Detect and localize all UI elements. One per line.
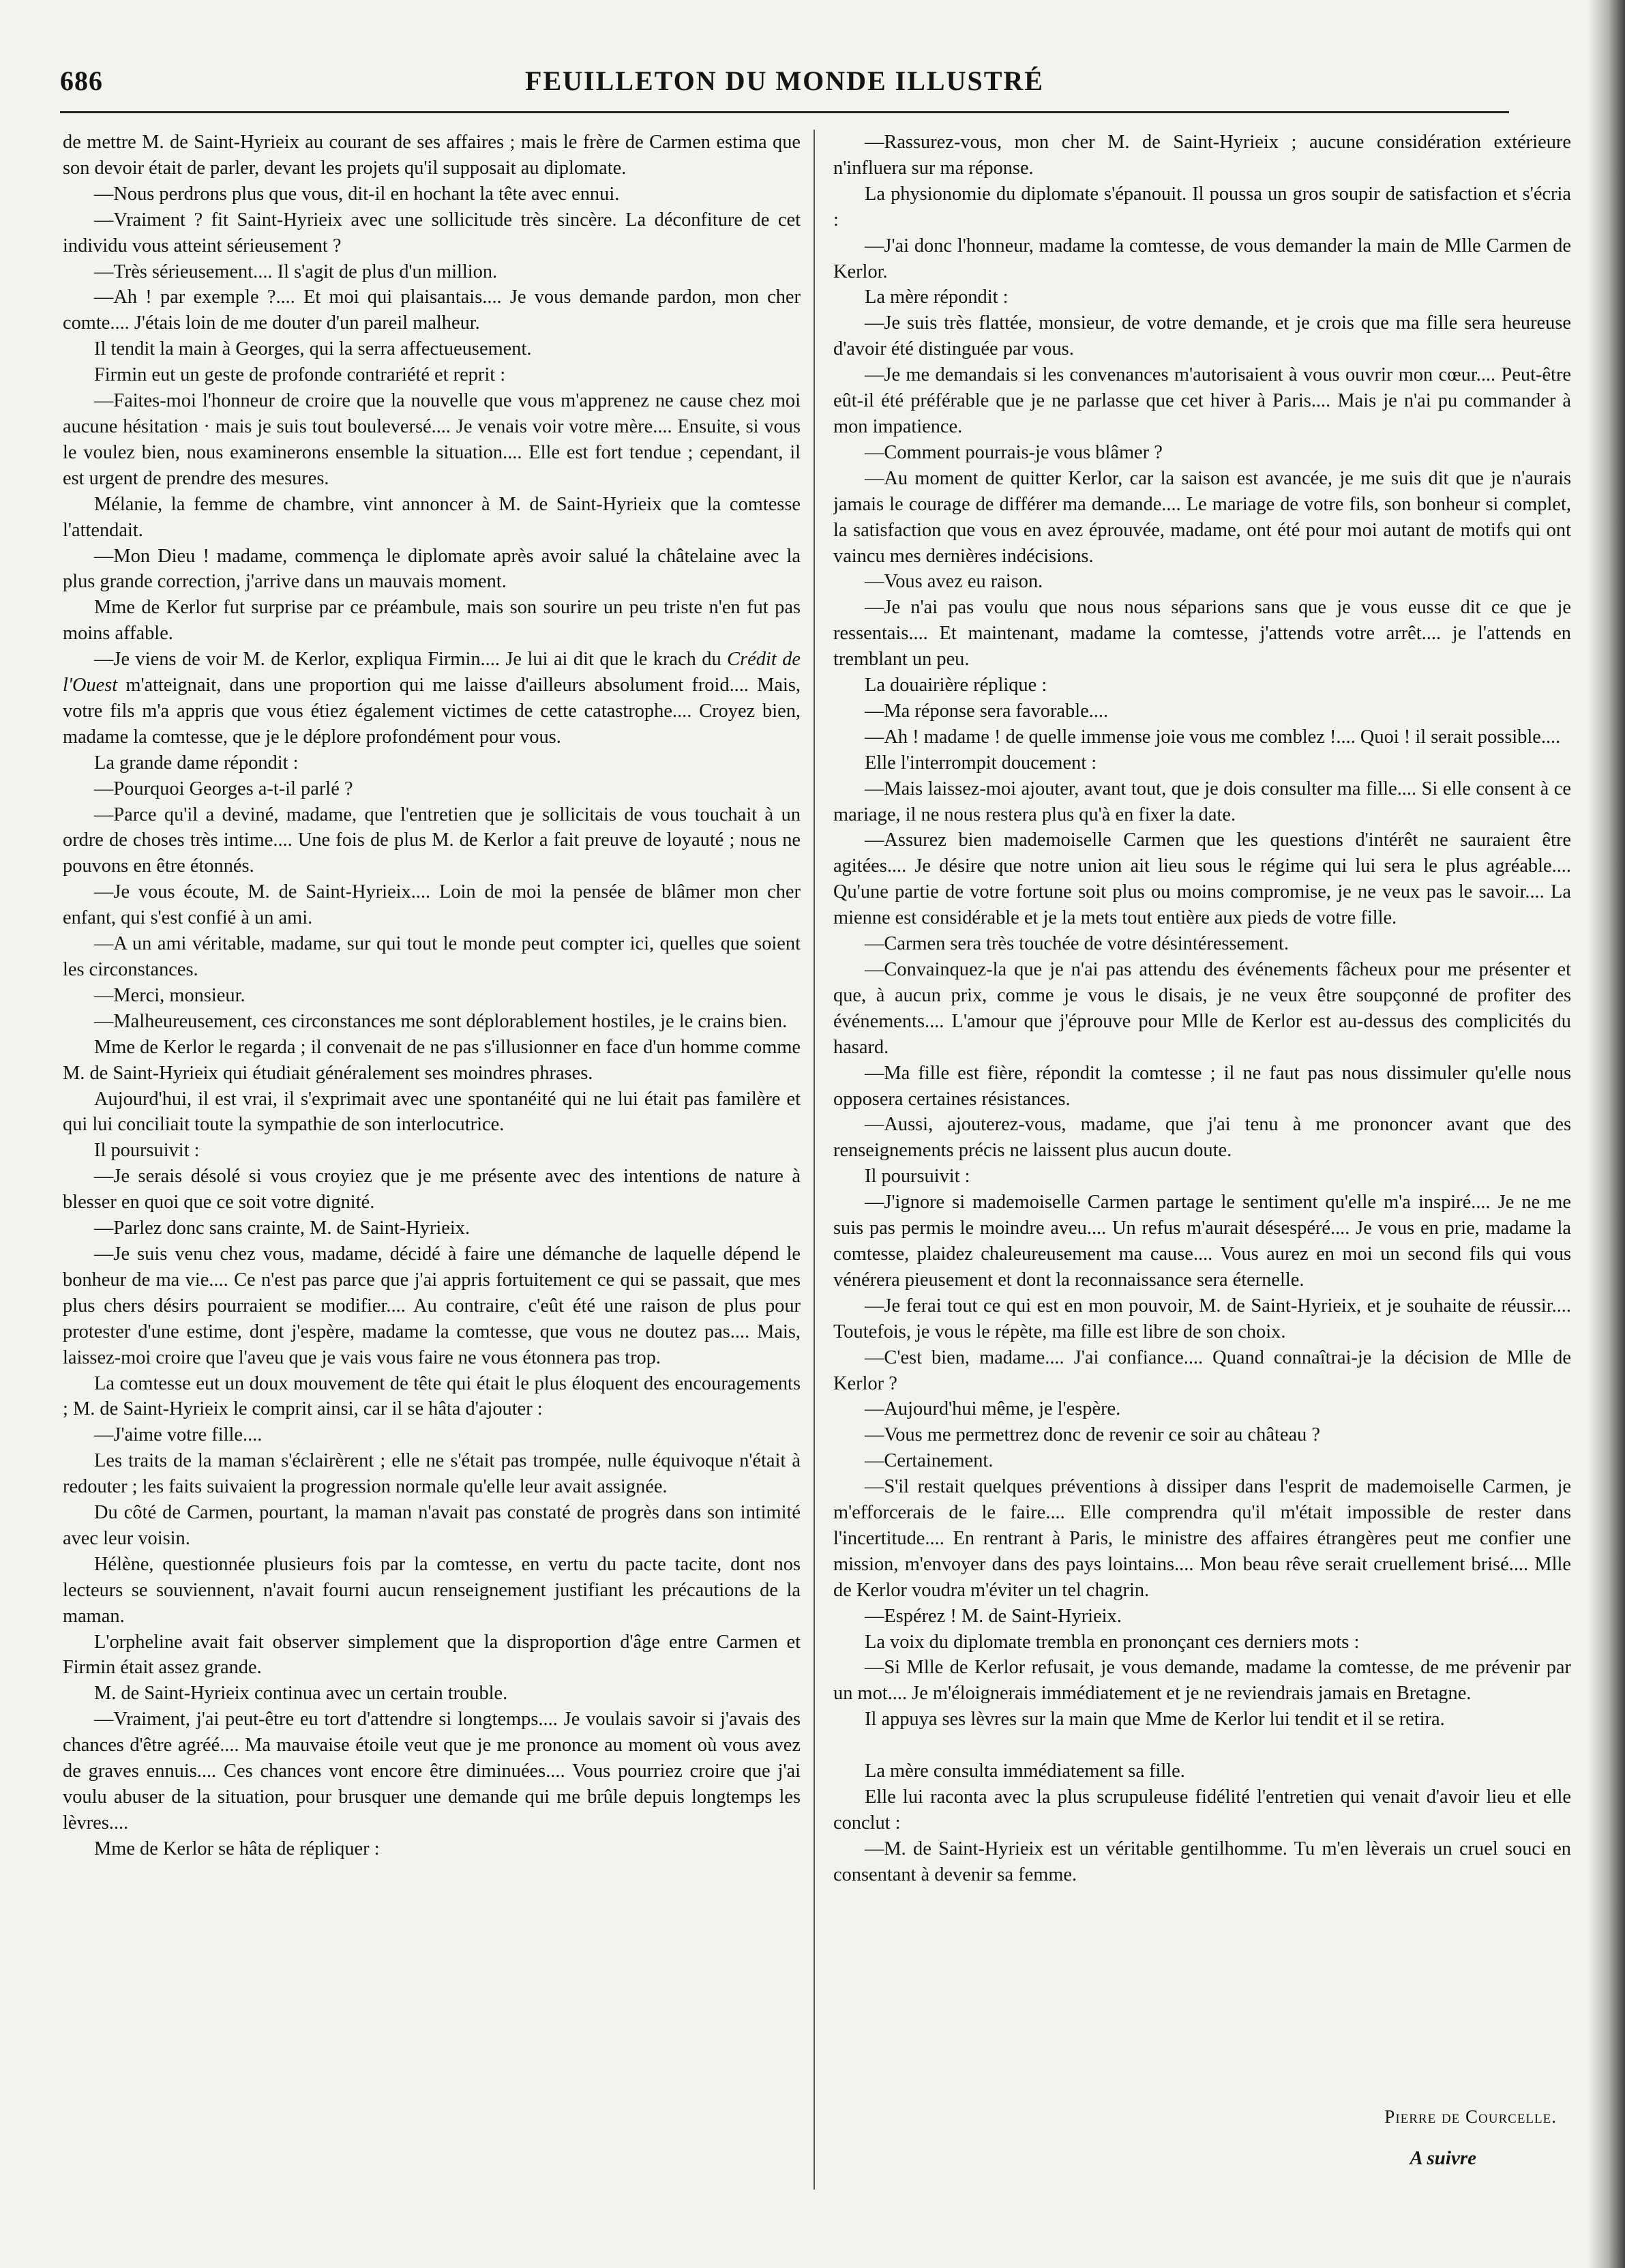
paragraph: —Espérez ! M. de Saint-Hyrieix. xyxy=(865,1605,1122,1627)
paragraph: —Ah ! par exemple ?.... Et moi qui plaisantais.... Je vous demande pardon, mon cher comte.... J'étais loin de me douter d'un pareil malheur. xyxy=(63,286,801,334)
paragraph: de mettre M. de Saint-Hyrieix au courant de ses affaires ; mais le frère de Carmen estima que son devoir était de parler, devant les projets qu'il supposait au diplomate. xyxy=(63,132,801,179)
left-column xyxy=(63,130,801,2210)
paragraph: —Parce qu'il a deviné, madame, que l'entretien que je sollicitais de vous touchait à un ordre de choses très intime.... Une fois de plus M. de Kerlor a fait preuve de loyauté ; nous ne pouvons en être étonnés. xyxy=(63,804,801,877)
paragraph: —Mon Dieu ! madame, commença le diplomate après avoir salué la châtelaine avec la plus grande correction, j'arrive dans un mauvais moment. xyxy=(63,545,801,593)
paragraph: —Ah ! madame ! de quelle immense joie vous me comblez !.... Quoi ! il serait possible.... xyxy=(865,726,1561,748)
paragraph: Elle l'interrompit doucement : xyxy=(865,752,1097,774)
paragraph: L'orpheline avait fait observer simplement que la disproportion d'âge entre Carmen et Firmin était assez grande. xyxy=(63,1631,801,1679)
paragraph: —C'est bien, madame.... J'ai confiance.... Quand connaîtrai-je la décision de Mlle de Kerlor ? xyxy=(833,1346,1571,1394)
paragraph: Il poursuivit : xyxy=(94,1140,200,1162)
running-title: FEUILLETON DU MONDE ILLUSTRÉ xyxy=(525,65,1044,96)
page-number: 686 xyxy=(60,65,103,96)
paragraph: —M. de Saint-Hyrieix est un véritable gentilhomme. Tu m'en lèverais un cruel souci en consentant à devenir sa femme. xyxy=(833,1838,1571,1885)
paragraph: —Vous avez eu raison. xyxy=(865,571,1043,593)
paragraph: Aujourd'hui, il est vrai, il s'exprimait avec une spontanéité qui ne lui était pas familère et qui lui conciliait toute la sympathie de son interlocutrice. xyxy=(63,1088,801,1136)
continuation-note: A suivre xyxy=(1410,2147,1476,2169)
paragraph: —Je suis venu chez vous, madame, décidé à faire une démanche de laquelle dépend le bonheur de ma vie.... Ce n'est pas parce que j'ai appris fortuitement ce qui se passait, que mes plus chers désirs pourraient se modifier.... Au contraire, c'eût été une raison de plus pour protester d'une estime, dont j'espère, madame la comtesse, que vous ne doutez pas.... Mais, laissez-moi croire que l'aveu que je vais vous faire ne vous étonnera pas trop. xyxy=(63,1243,801,1368)
paragraph: Mélanie, la femme de chambre, vint annoncer à M. de Saint-Hyrieix que la comtesse l'attendait. xyxy=(63,493,801,541)
paragraph: La voix du diplomate trembla en prononçant ces derniers mots : xyxy=(865,1631,1360,1653)
paragraph: —Parlez donc sans crainte, M. de Saint-Hyrieix. xyxy=(94,1218,471,1239)
running-header xyxy=(60,65,1509,106)
paragraph: —Au moment de quitter Kerlor, car la saison est avancée, je me suis dit que je n'aurais jamais le courage de différer ma demande.... Le mariage de votre fils, son bonheur si complet, la satisfaction que vous en avez éprouvée, madame, ont été pour moi autant de motifs qui ont vaincu mes dernières indécisions. xyxy=(833,467,1571,567)
paragraph: —Comment pourrais-je vous blâmer ? xyxy=(865,441,1163,463)
paragraph: Il tendit la main à Georges, qui la serra affectueusement. xyxy=(94,338,532,360)
paragraph: —Vous me permettrez donc de revenir ce soir au château ? xyxy=(865,1424,1320,1446)
paragraph: —Je serais désolé si vous croyiez que je me présente avec des intentions de nature à blesser en quoi que ce soit votre dignité. xyxy=(63,1166,801,1213)
paragraph: —Ma réponse sera favorable.... xyxy=(865,700,1109,722)
paragraph: Les traits de la maman s'éclairèrent ; elle ne s'était pas trompée, nulle équivoque n'était à redouter ; les faits suivaient la progression normale qu'elle leur avait assignée. xyxy=(63,1450,801,1498)
paragraph: —Je vous écoute, M. de Saint-Hyrieix.... Loin de moi la pensée de blâmer mon cher enfant, qui s'est confié à un ami. xyxy=(63,881,801,929)
paragraph: La mère répondit : xyxy=(865,286,1009,308)
paragraph: —Pourquoi Georges a-t-il parlé ? xyxy=(94,778,353,799)
paragraph: Elle lui raconta avec la plus scrupuleuse fidélité l'entretien qui venait d'avoir lieu et elle conclut : xyxy=(833,1786,1571,1833)
paragraph: La grande dame répondit : xyxy=(94,752,299,774)
paragraph: —S'il restait quelques préventions à dissiper dans l'esprit de mademoiselle Carmen, je m'efforcerais de le faire.... Elle comprendra qu'il m'était impossible de rester dans l'incertitude.... En rentrant à Paris, le ministre des affaires étrangères peut me confier une mission, m'envoyer dans des pays lointains.... Mon beau rêve serait cruellement brisé.... Mlle de Kerlor voudra m'éviter un tel chagrin. xyxy=(833,1476,1571,1601)
paragraph: —Vraiment, j'ai peut-être eu tort d'attendre si longtemps.... Je voulais savoir si j'avais des chances d'être agréé.... Ma mauvaise étoile veut que je me prononce au moment où vous avez de graves ennuis.... Ces chances vont encore être diminuées.... Vous pourriez croire que j'ai voulu abuser de la situation, pour brusquer une demande qui me brûle depuis longtemps les lèvres.... xyxy=(63,1709,801,1833)
right-column xyxy=(833,130,1571,2210)
paragraph: —Merci, monsieur. xyxy=(94,984,245,1006)
paragraph: La douairière réplique : xyxy=(865,675,1047,696)
paragraph: —Certainement. xyxy=(865,1450,994,1472)
paragraph: —Vraiment ? fit Saint-Hyrieix avec une sollicitude très sincère. La déconfiture de cet individu vous atteint sérieusement ? xyxy=(63,209,801,256)
paragraph: —Mais laissez-moi ajouter, avant tout, que je dois consulter ma fille.... Si elle consent à ce mariage, il ne nous restera plus qu'à en fixer la date. xyxy=(833,778,1571,825)
paragraph: —Rassurez-vous, mon cher M. de Saint-Hyrieix ; aucune considération extérieure n'influera sur ma réponse. xyxy=(833,132,1571,179)
paragraph: —Aujourd'hui même, je l'espère. xyxy=(865,1398,1121,1420)
paragraph: Du côté de Carmen, pourtant, la maman n'avait pas constaté de progrès dans son intimité avec leur voisin. xyxy=(63,1502,801,1549)
paragraph: La comtesse eut un doux mouvement de tête qui était le plus éloquent des encouragements ; M. de Saint-Hyrieix le comprit ainsi, car il se hâta d'ajouter : xyxy=(63,1372,801,1420)
paragraph: La mère consulta immédiatement sa fille. xyxy=(865,1761,1185,1782)
paragraph: —Carmen sera très touchée de votre désintéressement. xyxy=(865,933,1289,955)
paragraph: —Assurez bien mademoiselle Carmen que les questions d'intérêt ne sauraient être agitées.... Je désire que notre union ait lieu sous le régime qui lui sera le plus agréable.... Qu'une partie de votre fortune soit plus ou moins compromise, je ne veux pas le savoir.... La mienne est considérable et je la mets tout entière aux pieds de votre fille. xyxy=(833,829,1571,929)
paragraph: —J'aime votre fille.... xyxy=(94,1424,263,1446)
paragraph: Mme de Kerlor fut surprise par ce préambule, mais son sourire un peu triste n'en fut pas moins affable. xyxy=(63,597,801,645)
page-edge-shadow xyxy=(1587,0,1625,2268)
newspaper-name: Crédit de l'Ouest xyxy=(63,649,801,696)
paragraph: Mme de Kerlor se hâta de répliquer : xyxy=(94,1838,380,1859)
paragraph: —J'ignore si mademoiselle Carmen partage le sentiment qu'elle m'a inspiré.... Je ne me suis pas permis le moindre aveu.... Un refus m'aurait désespéré.... Je vous en prie, madame la comtesse, plaidez chaleureusement ma cause.... Vous aurez en moi un second fils qui vous vénérera pieusement et dont la reconnaissance sera éternelle. xyxy=(833,1192,1571,1291)
paragraph: —Je ferai tout ce qui est en mon pouvoir, M. de Saint-Hyrieix, et je souhaite de réussir.... Toutefois, je vous le répète, ma fille est libre de son choix. xyxy=(833,1295,1571,1342)
paragraph: —A un ami véritable, madame, sur qui tout le monde peut compter ici, quelles que soient les circonstances. xyxy=(63,933,801,980)
paragraph: Mme de Kerlor le regarda ; il convenait de ne pas s'illusionner en face d'un homme comme M. de Saint-Hyrieix qui étudiait généralement ses moindres phrases. xyxy=(63,1036,801,1084)
paragraph: —Très sérieusement.... Il s'agit de plus d'un million. xyxy=(94,261,498,282)
paragraph: La physionomie du diplomate s'épanouit. Il poussa un gros soupir de satisfaction et s'écria : xyxy=(833,183,1571,231)
paragraph: Il poursuivit : xyxy=(865,1166,970,1188)
paragraph: —J'ai donc l'honneur, madame la comtesse, de vous demander la main de Mlle Carmen de Kerlor. xyxy=(833,235,1571,282)
paragraph: —Si Mlle de Kerlor refusait, je vous demande, madame la comtesse, de me prévenir par un mot.... Je m'éloignerais immédiatement et je ne reviendrais jamais en Bretagne. xyxy=(833,1657,1571,1705)
paragraph-text: —Je viens de voir M. de Kerlor, expliqua Firmin.... Je lui ai dit que le krach du xyxy=(94,649,728,671)
paragraph: —Convainquez-la que je n'ai pas attendu des événements fâcheux pour me présenter et que, à aucun prix, comme je vous le disais, je ne veux être soupçonné de profiter des événements.... L'amour que j'éprouve pour Mlle de Kerlor est au-dessus des complicités du hasard. xyxy=(833,959,1571,1058)
paragraph xyxy=(63,647,801,750)
paragraph: —Aussi, ajouterez-vous, madame, que j'ai tenu à me prononcer avant que des renseignements précis ne laissent plus aucun doute. xyxy=(833,1114,1571,1162)
paragraph: —Je n'ai pas voulu que nous nous séparions sans que je vous eusse dit ce que je ressentais.... Et maintenant, madame la comtesse, j'attends votre arrêt.... je l'attends en tremblant un peu. xyxy=(833,597,1571,671)
header-rule xyxy=(60,111,1509,113)
author-signature: Pierre de Courcelle. xyxy=(1384,2106,1557,2127)
paragraph-text: m'atteignait, dans une proportion qui me laisse d'ailleurs absolument froid.... Mais, votre fils m'a appris que vous étiez également victimes de cette catastrophe.... Croyez bien, madame la comtesse, que je le déplore profondément pour vous. xyxy=(63,675,801,748)
paragraph: M. de Saint-Hyrieix continua avec un certain trouble. xyxy=(94,1683,508,1705)
paragraph: —Faites-moi l'honneur de croire que la nouvelle que vous m'apprenez ne cause chez moi aucune hésitation · mais je suis tout bouleversé.... Je venais voir votre mère.... Ensuite, si vous le voulez bien, nous examinerons ensemble la situation.... Elle est fort tendue ; cependant, il est urgent de prendre des mesures. xyxy=(63,390,801,489)
paragraph: Il appuya ses lèvres sur la main que Mme de Kerlor lui tendit et il se retira. xyxy=(865,1709,1445,1731)
paragraph: —Je me demandais si les convenances m'autorisaient à vous ouvrir mon cœur.... Peut-être eût-il été préférable que je ne parlasse que cet hiver à Paris.... Mais je n'ai pu commander à mon impatience. xyxy=(833,364,1571,437)
paragraph: —Ma fille est fière, répondit la comtesse ; il ne faut pas nous dissimuler qu'elle nous opposera certaines résistances. xyxy=(833,1062,1571,1110)
paragraph: —Malheureusement, ces circonstances me sont déplorablement hostiles, je le crains bien. xyxy=(94,1010,788,1032)
paragraph: —Nous perdrons plus que vous, dit-il en hochant la tête avec ennui. xyxy=(94,183,620,205)
column-divider xyxy=(814,130,815,2190)
paragraph: Firmin eut un geste de profonde contrariété et reprit : xyxy=(94,364,506,386)
paragraph: Hélène, questionnée plusieurs fois par la comtesse, en vertu du pacte tacite, dont nos lecteurs se souviennent, n'avait fourni aucun renseignement justifiant les précautions de la maman. xyxy=(63,1553,801,1627)
paragraph: —Je suis très flattée, monsieur, de votre demande, et je crois que ma fille sera heureuse d'avoir été distinguée par vous. xyxy=(833,312,1571,360)
